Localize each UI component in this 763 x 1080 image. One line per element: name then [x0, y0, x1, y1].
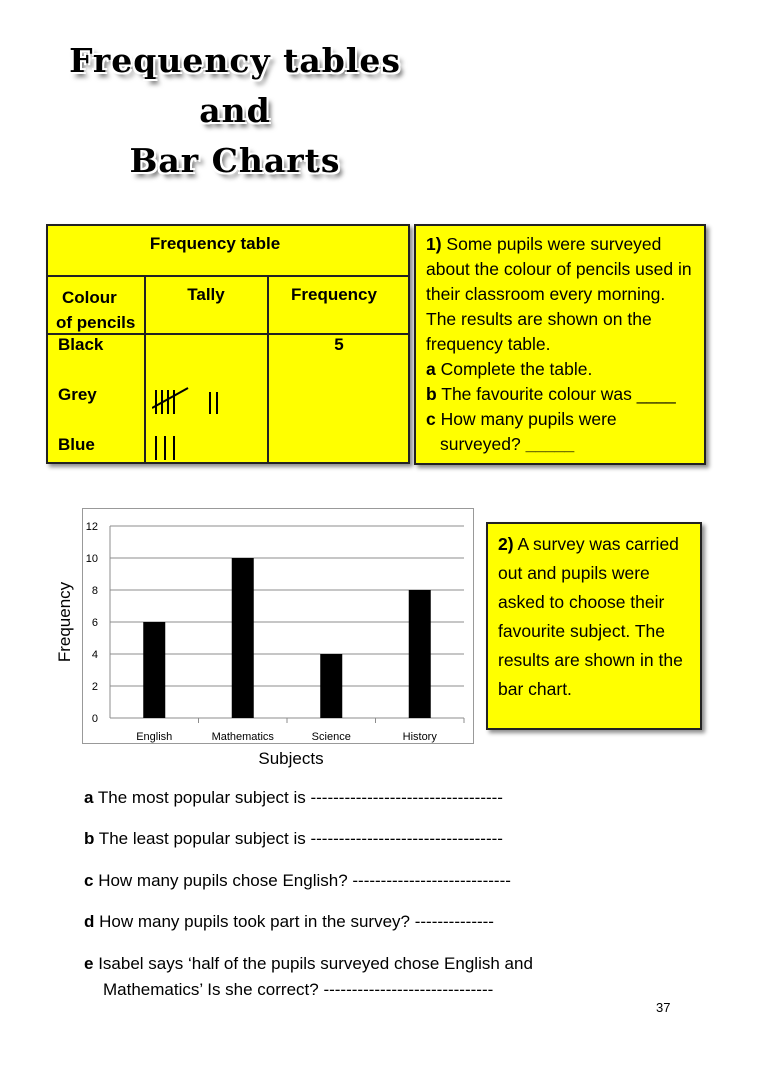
row-frequency-black: 5 [334, 335, 344, 354]
frequency-table [46, 224, 410, 464]
question-2e [84, 954, 533, 974]
y-tick-label: 12 [85, 521, 98, 533]
question-1c [426, 407, 696, 432]
question-2b [84, 829, 503, 849]
part-label: d [84, 912, 95, 931]
row-colour-blue: Blue [58, 435, 95, 454]
header-colour-line1: Colour [62, 288, 117, 307]
y-tick-label: 4 [91, 649, 98, 661]
question-2-box [486, 522, 702, 730]
y-tick-label: 10 [85, 553, 98, 565]
header-colour [56, 285, 144, 335]
answer-blank: _____ [525, 434, 575, 454]
tally-marks-grey [152, 384, 232, 418]
bar-chart [44, 504, 484, 774]
row-colour-grey: Grey [58, 385, 97, 404]
part-text: How many pupils were [435, 409, 617, 429]
question-1-box [414, 224, 706, 465]
bar-history [409, 590, 431, 718]
chart-svg [44, 504, 484, 774]
bar-english [143, 622, 165, 718]
title-line-2: and [199, 91, 271, 130]
title-line-3: Bar Charts [129, 141, 341, 180]
tally-gate [152, 388, 188, 414]
bar-science [320, 654, 342, 718]
table-divider [48, 275, 408, 277]
tally-extra [210, 392, 217, 414]
y-tick-label: 8 [91, 585, 98, 597]
part-label: c [84, 871, 94, 890]
x-tick-label: History [402, 731, 437, 743]
part-text: Complete the table. [435, 359, 593, 379]
table-caption: Frequency table [149, 234, 281, 253]
header-colour-line2: of pencils [56, 313, 136, 332]
header-tally: Tally [187, 285, 225, 304]
part-text: surveyed? [440, 434, 521, 454]
tally-marks-blue [152, 432, 192, 462]
x-tick-label: Science [311, 731, 351, 743]
question-2c [84, 871, 511, 891]
y-tick-label: 0 [91, 713, 98, 725]
row-colour-black: Black [58, 335, 104, 354]
part-text: The least popular subject is ---------------------------------- [94, 829, 503, 848]
page-title [40, 36, 430, 186]
y-axis-label: Frequency [55, 581, 74, 663]
x-tick-label: English [136, 731, 173, 743]
part-label: b [426, 384, 437, 404]
question-2e-line2: Mathematics’ Is she correct? ------------------------------ [103, 980, 494, 999]
part-text: The favourite colour was ____ [436, 384, 676, 404]
part-label: a [84, 788, 94, 807]
header-frequency: Frequency [291, 285, 377, 304]
part-label: c [426, 409, 436, 429]
question-1a [426, 357, 696, 382]
page-number: 37 [656, 1000, 671, 1015]
part-text: The most popular subject is ---------------------------------- [93, 788, 503, 807]
x-axis-label: Subjects [258, 749, 324, 768]
question-number: 2) [498, 534, 514, 554]
part-label: b [84, 829, 95, 848]
question-1c-line2 [426, 432, 696, 457]
question-1b [426, 382, 696, 407]
question-1-text: Some pupils were surveyed about the colour of pencils used in their classroom every morning. The results are shown on the frequency table. [426, 234, 692, 354]
question-2a [84, 788, 503, 808]
bar-mathematics [232, 558, 254, 718]
question-1-intro [426, 232, 696, 357]
question-2d [84, 912, 494, 932]
part-label: e [84, 954, 94, 973]
question-number: 1) [426, 234, 442, 254]
part-label: a [426, 359, 436, 379]
y-tick-label: 6 [91, 617, 98, 629]
part-text: Isabel says ‘half of the pupils surveyed chose English and [93, 954, 533, 973]
title-line-1: Frequency tables [69, 41, 401, 80]
y-tick-label: 2 [91, 681, 98, 693]
x-tick-label: Mathematics [211, 731, 274, 743]
part-text: How many pupils chose English? ---------------------------- [93, 871, 511, 890]
part-text: How many pupils took part in the survey? -------------- [94, 912, 494, 931]
question-2-text: A survey was carried out and pupils were asked to choose their favourite subject. The results are shown in the bar chart. [498, 534, 683, 699]
